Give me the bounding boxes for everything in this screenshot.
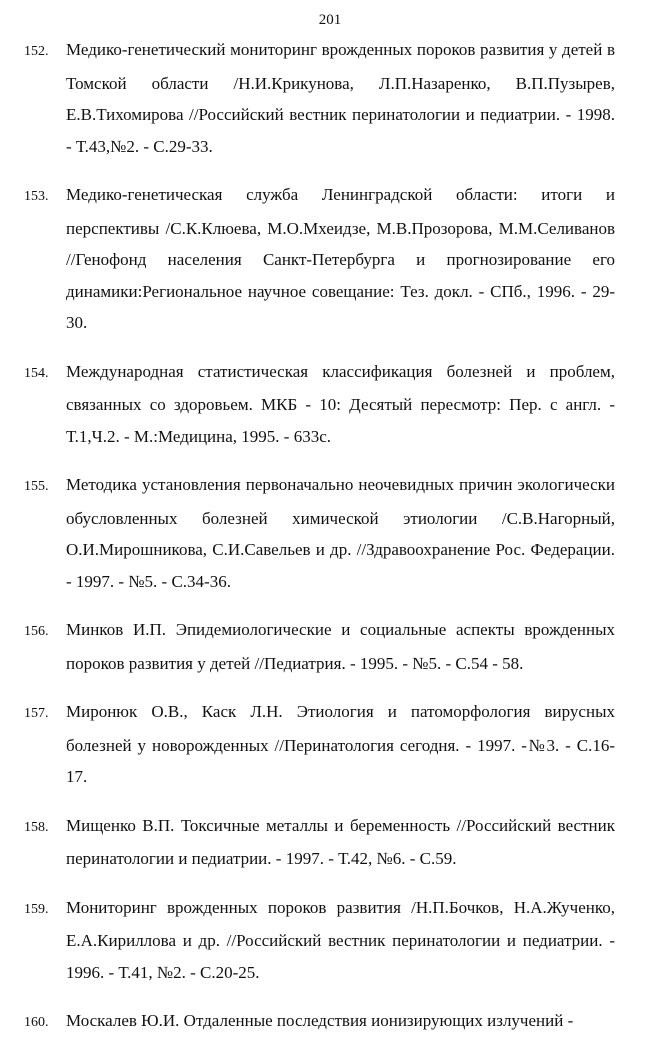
reference-item <box>24 356 615 453</box>
reference-text: Международная статистическая классификация болезней и проблем, связанных со здоровьем. МКБ - 10: Десятый пересмотр: Пер. с англ. - Т.1,Ч.2. - М.:Медицина, 1995. - 633с. <box>66 361 615 446</box>
reference-text: Мониторинг врожденных пороков развития /Н.П.Бочков, Н.А.Жученко, Е.А.Кириллова и др. //Российский вестник перинатологии и педиатрии. - 1996. - Т.41, №2. - С.20-25. <box>66 897 615 982</box>
reference-item <box>24 179 615 339</box>
page-number: 201 <box>318 12 342 28</box>
reference-item <box>24 469 615 597</box>
reference-item <box>24 1005 615 1039</box>
reference-item <box>24 34 615 162</box>
reference-text: Медико-генетический мониторинг врожденных пороков развития у детей в Томской области /Н.И.Крикунова, Л.П.Назаренко, В.П.Пузырев, Е.В.Тихомирова //Российский вестник перинатологии и педиатрии. - 1998. - Т.43,№2. - С.29-33. <box>66 40 615 156</box>
reference-item <box>24 614 615 679</box>
reference-item <box>24 892 615 989</box>
reference-text: Мищенко В.П. Токсичные металлы и беременность //Российский вестник перинатологии и педиатрии. - 1997. - Т.42, №6. - С.59. <box>66 815 615 868</box>
reference-number: 157. <box>24 706 49 721</box>
reference-text: Медико-генетическая служба Ленинградской области: итоги и перспективы /С.К.Клюева, М.О.Мхеидзе, М.В.Прозорова, М.М.Селиванов //Генофонд населения Санкт-Петербурга и прогнозирование его динамики:Региональное научное совещание: Тез. докл. - СПб., 1996. - 29-30. <box>66 185 615 332</box>
reference-number: 159. <box>24 901 49 917</box>
reference-text: Миронюк О.В., Каск Л.Н. Этиология и патоморфология вирусных болезней у новорожденных //Перинатология сегодня. - 1997. -№3. - С.16-17. <box>66 702 615 786</box>
reference-text: Методика установления первоначально неочевидных причин экологически обусловленных болезней химической этиологии /С.В.Нагорный, О.И.Мирошникова, С.И.Савельев и др. //Здравоохранение Рос. Федерации. - 1997. - №5. - С.34-36. <box>66 475 615 591</box>
reference-number: 156. <box>24 624 49 639</box>
reference-number: 158. <box>24 819 49 835</box>
reference-number: 160. <box>24 1015 49 1030</box>
reference-item <box>24 810 615 875</box>
reference-number: 154. <box>24 365 49 381</box>
reference-text: Москалев Ю.И. Отдаленные последствия ионизирующих излучений - <box>66 1011 574 1030</box>
reference-number: 155. <box>24 479 49 494</box>
reference-list <box>24 34 615 1048</box>
reference-text: Минков И.П. Эпидемиологические и социальные аспекты врожденных пороков развития у детей //Педиатрия. - 1995. - №5. - С.54 - 58. <box>66 620 615 673</box>
reference-number: 152. <box>24 44 49 59</box>
reference-number: 153. <box>24 189 49 204</box>
reference-item <box>24 696 615 793</box>
